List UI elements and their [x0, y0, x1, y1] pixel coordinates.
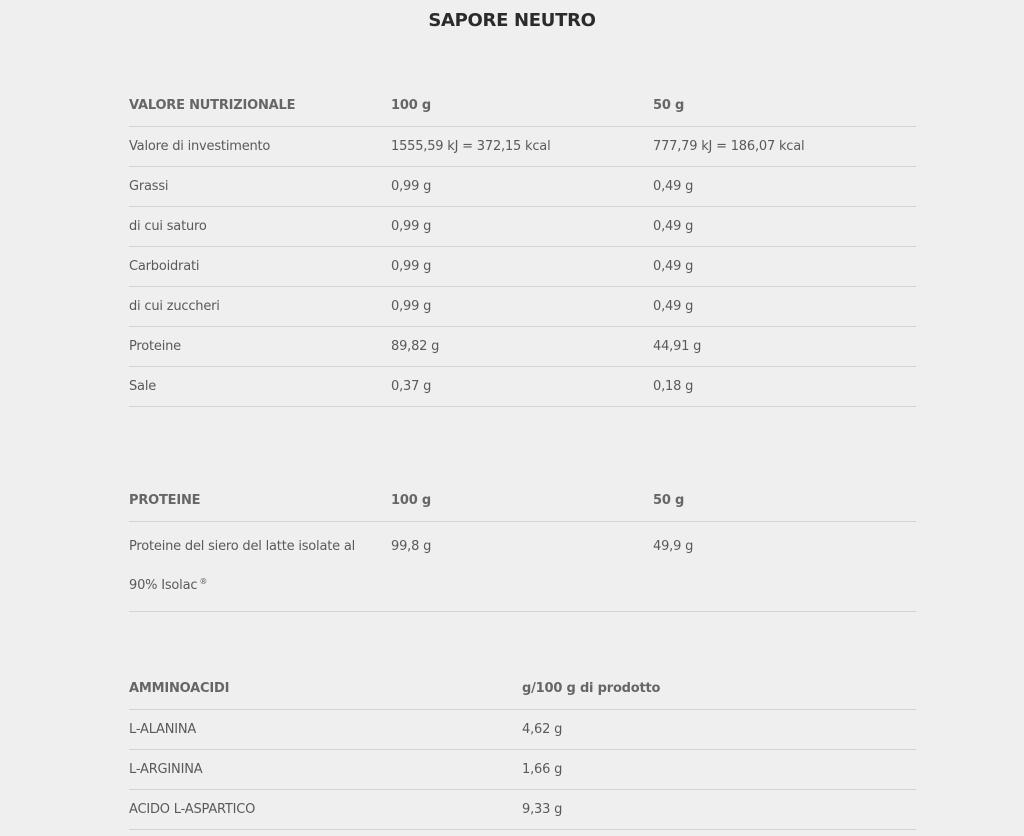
nutrient-name: di cui saturo: [129, 207, 391, 247]
protein-name-line2: 90% Isolac: [129, 578, 198, 593]
table-header-row: [129, 669, 916, 710]
table-row: [129, 247, 916, 287]
table-row: [129, 207, 916, 247]
table-header-row: [129, 86, 916, 127]
value-100g: 0,37 g: [391, 367, 653, 407]
value-100g: 1555,59 kJ = 372,15 kcal: [391, 127, 653, 167]
value-50g: 44,91 g: [653, 327, 916, 367]
table-row: [129, 750, 916, 790]
amino-acid-value: 9,33 g: [522, 790, 916, 830]
table-row: [129, 522, 916, 612]
table-row: [129, 167, 916, 207]
page-title: SAPORE NEUTRO: [428, 10, 596, 31]
column-header: 50 g: [653, 481, 916, 522]
protein-name: [129, 522, 391, 612]
value-50g: 0,49 g: [653, 247, 916, 287]
table-row: [129, 327, 916, 367]
value-100g: 0,99 g: [391, 167, 653, 207]
column-header: 100 g: [391, 481, 653, 522]
value-50g: 49,9 g: [653, 522, 916, 612]
value-50g: 777,79 kJ = 186,07 kcal: [653, 127, 916, 167]
amino-acid-name: L-ALANINA: [129, 710, 522, 750]
amino-acids-table: [129, 669, 916, 830]
value-100g: 0,99 g: [391, 287, 653, 327]
nutrient-name: Sale: [129, 367, 391, 407]
column-header: g/100 g di prodotto: [522, 669, 916, 710]
column-header: AMMINOACIDI: [129, 669, 522, 710]
value-50g: 0,18 g: [653, 367, 916, 407]
table-row: [129, 127, 916, 167]
protein-table: [129, 481, 916, 612]
nutrient-name: Valore di investimento: [129, 127, 391, 167]
column-header: VALORE NUTRIZIONALE: [129, 86, 391, 127]
protein-name-line1: Proteine del siero del latte isolate al: [129, 539, 356, 554]
nutrient-name: di cui zuccheri: [129, 287, 391, 327]
nutrient-name: Proteine: [129, 327, 391, 367]
amino-acid-name: L-ARGININA: [129, 750, 522, 790]
table-row: [129, 287, 916, 327]
registered-mark: ®: [199, 577, 208, 586]
value-50g: 0,49 g: [653, 287, 916, 327]
table-row: [129, 367, 916, 407]
nutrient-name: Carboidrati: [129, 247, 391, 287]
column-header: PROTEINE: [129, 481, 391, 522]
table-row: [129, 790, 916, 830]
value-100g: 89,82 g: [391, 327, 653, 367]
value-100g: 0,99 g: [391, 207, 653, 247]
amino-acid-value: 1,66 g: [522, 750, 916, 790]
column-header: 50 g: [653, 86, 916, 127]
column-header: 100 g: [391, 86, 653, 127]
table-row: [129, 710, 916, 750]
amino-acid-name: ACIDO L-ASPARTICO: [129, 790, 522, 830]
value-100g: 0,99 g: [391, 247, 653, 287]
value-100g: 99,8 g: [391, 522, 653, 612]
nutrient-name: Grassi: [129, 167, 391, 207]
value-50g: 0,49 g: [653, 167, 916, 207]
nutrition-table: [129, 86, 916, 407]
value-50g: 0,49 g: [653, 207, 916, 247]
amino-acid-value: 4,62 g: [522, 710, 916, 750]
table-header-row: [129, 481, 916, 522]
